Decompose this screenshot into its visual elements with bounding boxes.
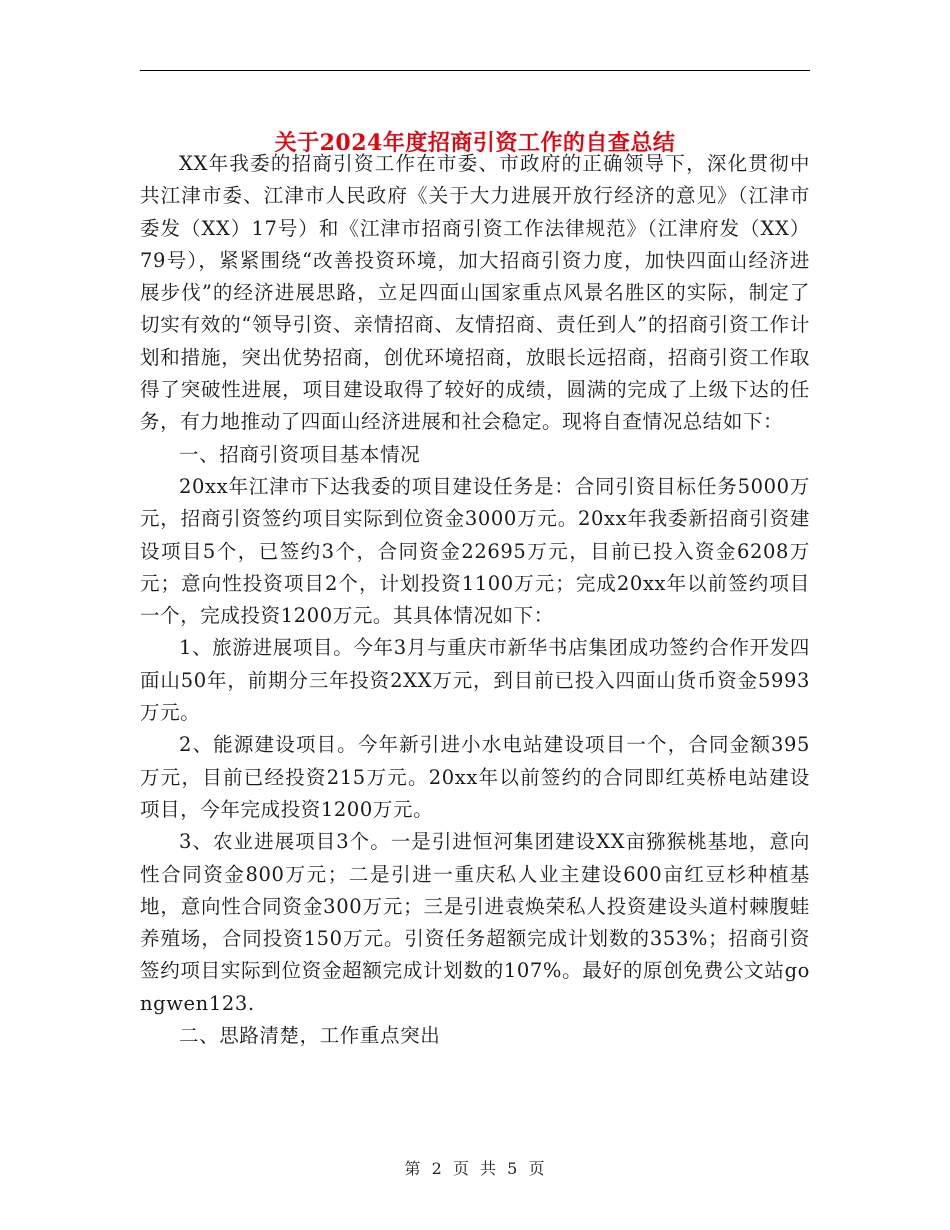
footer-page-unit: 页 — [452, 1159, 470, 1178]
section-heading-2: 二、思路清楚，工作重点突出 — [179, 1024, 441, 1048]
paragraph-overview: 20xx年江津市下达我委的项目建设任务是：合同引资目标任务5000万元，招商引资签约项目实际到位资金3000万元。20xx年我委新招商引资建设项目5个，已签约3个，合同资金22695万元，目前已投入资金6208万元；意向性投资项目2个，计划投资1100万元；完成20xx年以前签约项目一个，完成投资1200万元。其具体情况如下： — [140, 474, 810, 628]
footer-total-prefix: 共 — [480, 1159, 498, 1178]
header-rule — [140, 70, 810, 71]
document-body — [140, 148, 810, 1052]
footer-total-pages: 5 — [507, 1159, 519, 1178]
section-heading-1: 一、招商引资项目基本情况 — [179, 442, 421, 466]
page-footer — [0, 1156, 950, 1179]
footer-total-unit: 页 — [528, 1159, 546, 1178]
footer-page-number: 2 — [431, 1159, 443, 1178]
footer-prefix: 第 — [404, 1159, 422, 1178]
paragraph-agriculture: 3、农业进展项目3个。一是引进恒河集团建设XX亩猕猴桃基地，意向性合同资金800万元；二是引进一重庆私人业主建设600亩红豆杉种植基地，意向性合同资金300万元；三是引进袁焕荣私人投资建设头道村棘腹蛙养殖场，合同投资150万元。引资任务超额完成计划数的353%；招商引资签约项目实际到位资金超额完成计划数的107%。最好的原创免费公文站gongwen123. — [140, 830, 810, 1015]
paragraph-intro: XX年我委的招商引资工作在市委、市政府的正确领导下，深化贯彻中共江津市委、江津市人民政府《关于大力进展开放行经济的意见》（江津市委发（XX）17号）和《江津市招商引资工作法律规范》（江津府发（XX）79号），紧紧围绕“改善投资环境，加大招商引资力度，加快四面山经济进展步伐”的经济进展思路，立足四面山国家重点风景名胜区的实际，制定了切实有效的“领导引资、亲情招商、友情招商、责任到人”的招商引资工作计划和措施，突出优势招商，创优环境招商，放眼长远招商，招商引资工作取得了突破性进展，项目建设取得了较好的成绩，圆满的完成了上级下达的任务，有力地推动了四面山经济进展和社会稳定。现将自查情况总结如下： — [140, 152, 810, 434]
paragraph-energy: 2、能源建设项目。今年新引进小水电站建设项目一个，合同金额395万元，目前已经投资215万元。20xx年以前签约的合同即红英桥电站建设项目，今年完成投资1200万元。 — [140, 733, 810, 821]
paragraph-tourism: 1、旅游进展项目。今年3月与重庆市新华书店集团成功签约合作开发四面山50年，前期分三年投资2XX万元，到目前已投入四面山货币资金5993万元。 — [140, 636, 810, 725]
document-title: 关于2024年度招商引资工作的自查总结 — [274, 129, 676, 156]
